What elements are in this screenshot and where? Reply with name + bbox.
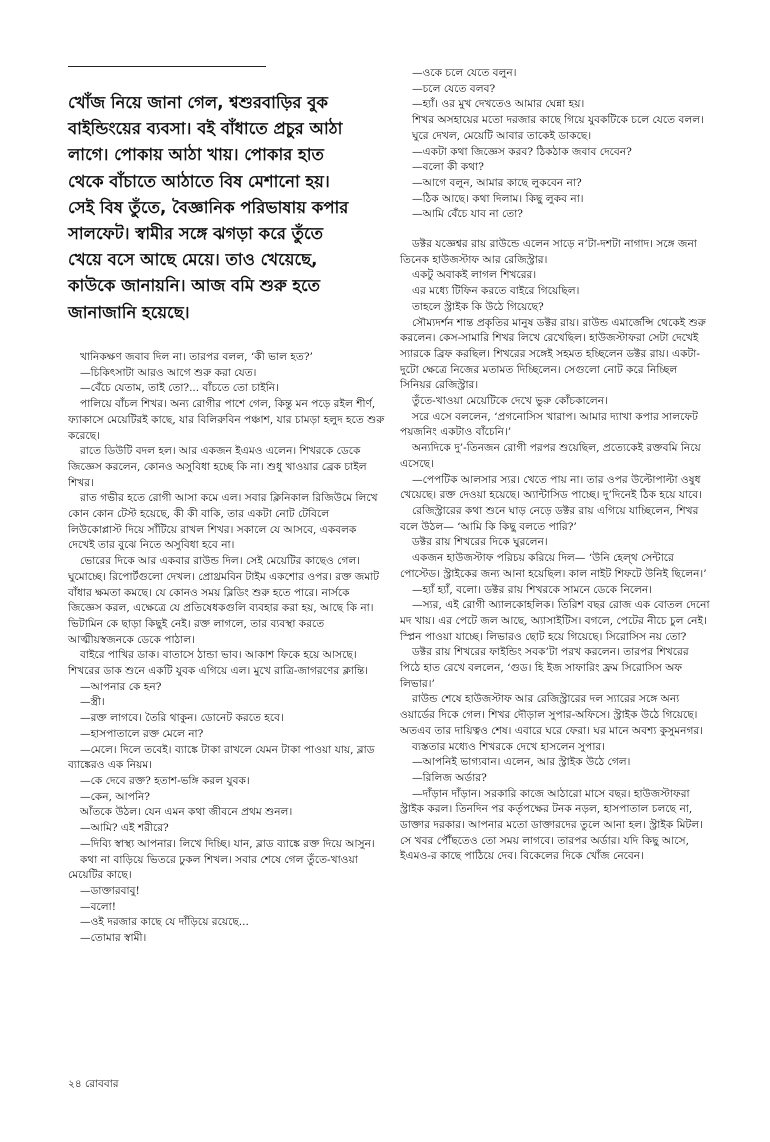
- paragraph: —বলো!: [80, 900, 116, 913]
- paragraph: —রক্ত লাগবে। তৈরি থাকুন। ডোনেট করতে হবে।: [80, 712, 284, 725]
- paragraph: —তোমার স্বামী।: [80, 932, 147, 945]
- paragraph: —আমি? এই শরীরে?: [80, 822, 169, 835]
- paragraph: —পেপটিক আলসার স্যর। খেতে পায় না। তার ওপর উল্টোপাল্টা ওষুধ খেয়েছে। রক্ত দেওয়া হয়েছে। অ্যান্টাসিড পাচ্ছে। দু’দিনেই ঠিক হয়ে যাবে।: [400, 473, 702, 502]
- paragraph: পালিয়ে বাঁচল শিখর। অন্য রোগীর পাশে গেল, কিন্তু মন পড়ে রইল শীর্ণ, ফ্যাকাসে মেয়েটিরই কাছে, যার বিলিরুবিন পঞ্চাশ, যার চামড়া হলুদ হতে শুরু করেছে।: [68, 398, 385, 442]
- paragraph: —বেঁচে যেতাম, তাই তো?... বাঁচতে তো চাইনি।: [80, 382, 279, 395]
- pull-quote-line: খোঁজ নিয়ে জানা গেল, শ্বশুরবাড়ির বুক: [68, 93, 328, 112]
- paragraph: খানিকক্ষণ জবাব দিল না। তারপর বলল, ‘কী ভাল হত?’: [80, 351, 313, 363]
- paragraph: —স্যর, এই রোগী অ্যালকোহলিক। তিরিশ বছর রোজ এক বোতল দেনো মদ খায়। এর পেটে জল আছে, অ্যাসাইটিস। বগলে, পেটের নীচে চুল নেই। স্প্লিন পাওয়া যাচ্ছে। লিভারও ছোট হয়ে গিয়েছে। সিরোসিস নয় তো?: [400, 599, 710, 643]
- paragraph: এর মধ্যে টিফিন করতে বাইরে গিয়েছিল।: [412, 285, 580, 298]
- paragraph: —হাসপাতালে রক্ত মেলে না?: [80, 727, 204, 740]
- paragraph: —একটা কথা জিজ্ঞেস করব? ঠিকঠাক জবাব দেবেন?: [412, 145, 632, 158]
- top-rule: [68, 66, 266, 67]
- pull-quote-line: সেই বিষ তুঁতে, বৈজ্ঞানিক পরিভাষায় কপার: [68, 197, 349, 217]
- paragraph: —স্ত্রী।: [80, 696, 105, 709]
- paragraph: একটু অবাকই লাগল শিখরের।: [412, 269, 537, 282]
- paragraph: সরে এসে বললেন, ‘প্রগনোসিস খারাপ। আমার দ্যাখা কপার সালফেট পয়জনিং একটাও বাঁচেনি।’: [400, 410, 698, 439]
- paragraph: —চলে যেতে বলব?: [412, 82, 496, 95]
- paragraph: তাহলে স্ট্রাইক কি উঠে গিয়েছে?: [412, 300, 544, 313]
- pull-quote-line: খেয়ে বসে আছে মেয়ে। তাও খেয়েছে,: [68, 250, 318, 270]
- pull-quote-line: থেকে বাঁচাতে আঠাতে বিষ মেশানো হয়।: [68, 171, 330, 191]
- paragraph: কথা না বাড়িয়ে ভিতরে ঢুকল শিখল। সবার শেষে গেল তুঁতে-খাওয়া মেয়েটির কাছে।: [68, 853, 358, 882]
- pull-quote-line: জানাজানি হয়েছে।: [68, 302, 190, 322]
- paragraph: —ঠিক আছে। কথা দিলাম। কিছু লুকব না।: [412, 192, 584, 205]
- left-column: [68, 350, 386, 947]
- pull-quote-line: সালফেট। স্বামীর সঙ্গে ঝগড়া করে তুঁতে: [68, 224, 324, 244]
- paragraph: —হ্যাঁ। ওর মুখ দেখতেও আমার ঘেন্না হয়।: [412, 98, 585, 111]
- paragraph: অন্যদিকে দু’-তিনজন রোগী পরপর শুয়েছিল, প্রত্যেকেই রক্তবমি নিয়ে এসেছে।: [400, 442, 701, 470]
- paragraph: সৌম্যদর্শন শান্ত প্রকৃতির মানুষ ডক্টর রায়। রাউন্ড এমার্জেন্সি থেকেই শুরু করলেন। কেস-সামারি শিখর লিখে রেখেছিল। হাউজস্টাফরা সেটা দেখেই স্যারকে ব্রিফ করছিল। শিখরের সঙ্গেই সহমত হচ্ছিলেন ডক্টর রায়। একটা-দুটো ক্ষেত্রে নিজের মতামত দিচ্ছিলেন। সেগুলো নোট করে নিচ্ছিল সিনিয়র রেজিস্ট্রার।: [400, 316, 706, 392]
- paragraph: —দিব্যি স্বাস্থ্য আপনার। লিখে দিচ্ছি। যান, ব্লাড ব্যাঙ্কে রক্ত দিয়ে আসুন।: [80, 837, 375, 850]
- paragraph: —আপনিই ভাগ্যবান। এলেন, আর স্ট্রাইক উঠে গেল।: [412, 756, 631, 769]
- paragraph: ঘুরে দেখল, মেয়েটি আবার তাকেই ডাকছে।: [412, 129, 592, 142]
- paragraph: রাতে ডিউটি বদল হল। আর একজন ইএমও এলেন। শিখরকে ডেকে জিজ্ঞেস করলেন, কোনও অসুবিধা হচ্ছে কি না। শুধু খাওয়ার ব্রেক চাইল শিখর।: [68, 445, 367, 489]
- paragraph: —ওই দরজার কাছে যে দাঁড়িয়ে রয়েছে...: [80, 916, 249, 929]
- paragraph: তুঁতে-খাওয়া মেয়েটিকে দেখে ভুরু কোঁচকালেন।: [412, 395, 608, 408]
- paragraph: রেজিস্ট্রারের কথা শুনে ঘাড় নেড়ে ডক্টর রায় এগিয়ে যাচ্ছিলেন, শিখর বলে উঠল— ‘আমি কি কিছু বলতে পারি?’: [400, 504, 699, 533]
- right-column: [400, 66, 712, 865]
- paragraph: —হ্যাঁ হ্যাঁ, বলো। ডক্টর রায় শিখরকে সামনে ডেকে নিলেন।: [412, 583, 653, 596]
- paragraph: —ওকে চলে যেতে বলুন।: [412, 67, 517, 79]
- paragraph: —আগে বলুন, আমার কাছে লুকবেন না?: [412, 176, 582, 189]
- pull-quote-line: লাগে। পোকায় আঠা খায়। পোকার হাত: [68, 145, 324, 165]
- paragraph: —ডাক্তারবাবু!: [80, 884, 140, 897]
- paragraph: ডক্টর রায় শিখরের দিকে ঘুরলেন।: [412, 536, 548, 549]
- page-number: ২৪ রোববার: [68, 1078, 119, 1090]
- paragraph: —আমি বেঁচে যাব না তো?: [412, 208, 523, 221]
- paragraph: —চিকিৎসাটা আরও আগে শুরু করা যেত।: [80, 366, 257, 379]
- paragraph: ব্যস্ততার মধ্যেও শিখরকে দেখে হাসলেন সুপার।: [412, 740, 606, 753]
- pull-quote-line: কাউকে জানায়নি। আজ বমি শুরু হতে: [68, 276, 321, 296]
- pull-quote-line: বাইন্ডিংয়ের ব্যবসা। বই বাঁধাতে প্রচুর আঠা: [68, 119, 343, 139]
- paragraph: —আপনার কে হন?: [80, 680, 162, 693]
- paragraph: বাইরে পাখির ডাক। বাতাসে ঠান্ডা ভাব। আকাশ ফিকে হয়ে আসছে। শিখরের ডাক শুনে একটি যুবক এগিয়ে এল। মুখে রাত্রি-জাগরণের ক্লান্তি।: [68, 649, 369, 678]
- pull-quote: [68, 90, 386, 326]
- paragraph: —বলো কী কথা?: [412, 161, 484, 174]
- paragraph: —কে দেবে রক্ত? হতাশ-ভঙ্গি করল যুবক।: [80, 774, 250, 787]
- paragraph: রাউন্ড শেষে হাউজস্টাফ আর রেজিস্ট্রারের দল স্যারের সঙ্গে অন্য ওয়ার্ডের দিকে গেল। শিখর দৌড়াল সুপার-অফিসে। স্ট্রাইক উঠে গিয়েছে। অতএব তার দায়িত্বও শেষ। এবারে ঘরে ফেরা। ঘর মানে অবশ্য কুসুমনগর।: [400, 693, 703, 737]
- paragraph: রাত গভীর হতে রোগী আসা কমে এল। সবার ক্লিনিকাল রিজিউমে লিখে কোন কোন টেস্ট হয়েছে, কী কী বাকি, তার একটা নোট টেবিলে লিউকোপ্লাস্ট দিয়ে সাঁটিয়ে রাখল শিখর। সকালে যে আসবে, একবলক দেখেই তার বুঝে নিতে অসুবিধা হবে না।: [68, 492, 378, 552]
- paragraph: —কেন, আপনি?: [80, 790, 150, 803]
- paragraph: —রিলিজ অর্ডার?: [412, 771, 487, 784]
- paragraph: —দাঁড়ান দাঁড়ান। সরকারি কাজে আঠারো মাসে বছর। হাউজস্টাফরা স্ট্রাইক করল। তিনদিন পর কর্তৃপক্ষের টনক নড়ল, হাসপাতাল চলছে না, ডাক্তার দরকার। আপনার মতো ডাক্তারদের তুলে আনা হল। স্ট্রাইক মিটল। সে খবর পৌঁছতেও তো সময় লাগবে। তারপর অর্ডার। যদি কিছু আসে, ইএমও-র কাছে পাঠিয়ে দেব। বিকেলের দিকে খোঁজ নেবেন।: [400, 787, 703, 863]
- paragraph: ভোরের দিকে আর একবার রাউন্ড দিল। সেই মেয়েটির কাছেও গেল। ঘুমোচ্ছে। রিপোর্টগুলো দেখল। প্রোথ্রমবিন টাইম একশোর ওপর। রক্ত জমাট বাঁধার ক্ষমতা কমছে। যে কোনও সময় ব্লিডিং শুরু হতে পারে। নার্সকে জিজ্ঞেস করল, এক্ষেত্রে যে প্রতিষেধকগুলি ব্যবহার করা হয়, আছে কি না। ভিটামিন কে ছাড়া কিছুই নেই। রক্ত লাগলে, তার ব্যবস্থা করতে আত্মীয়স্বজনকে ডেকে পাঠাল।: [68, 555, 380, 646]
- paragraph: আঁতকে উঠল। যেন এমন কথা জীবনে প্রথম শুনল।: [80, 806, 293, 819]
- paragraph: একজন হাউজস্টাফ পরিচয় করিয়ে দিল— ‘উনি হেল্থ সেন্টারে পোস্টেড। স্ট্রাইকের জন্য আনা হয়েছিল। কাল নাইট শিফটে উনিই ছিলেন।’: [400, 552, 707, 580]
- paragraph: —মেলে। দিলে তবেই। ব্যাঙ্কে টাকা রাখলে যেমন টাকা পাওয়া যায়, ব্লাড ব্যাঙ্কেরও এক নিয়ম।: [68, 743, 375, 772]
- paragraph: ডক্টর যজ্ঞেশ্বর রায় রাউন্ডে এলেন সাড়ে ন’টা-দশটা নাগাদ। সঙ্গে জনা তিনেক হাউজস্টাফ আর রেজিস্ট্রার।: [400, 238, 697, 266]
- paragraph: ডক্টর রায় শিখরের ফাইন্ডিং সবক’টা পরখ করলেন। তারপর শিখরের পিঠে হাত রেখে বললেন, ‘গুড। হি ইজ সাফারিং ফ্রম সিরোসিস অফ লিভার।’: [400, 646, 689, 690]
- paragraph: শিখর অসহায়ের মতো দরজার কাছে গিয়ে যুবকটিকে চলে যেতে বলল।: [412, 114, 704, 127]
